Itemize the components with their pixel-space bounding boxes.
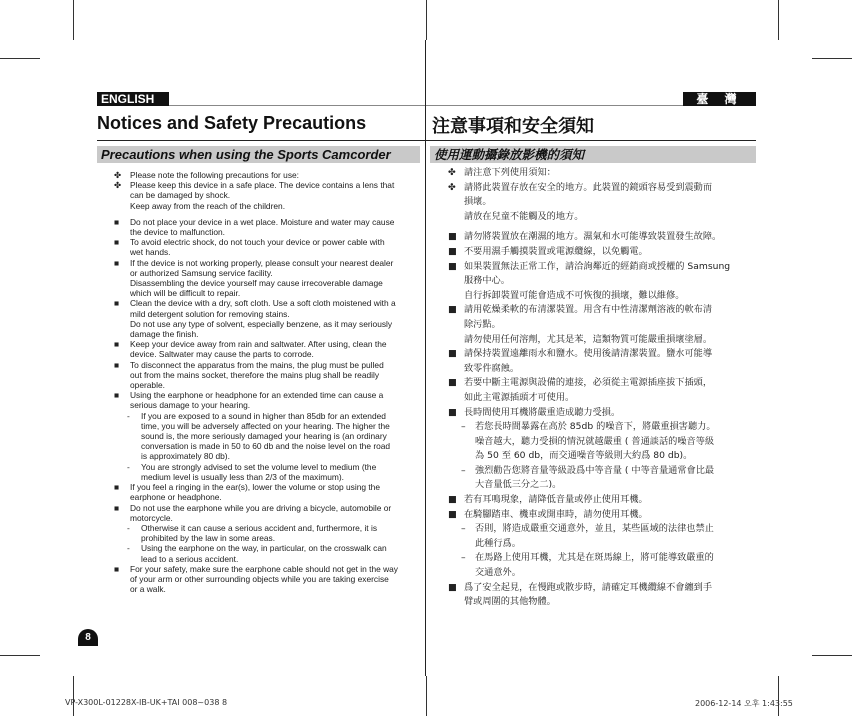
item-text: You are strongly advised to set the volume level to medium (the medium level is usually less than 2/3 of the maximum).	[141, 461, 377, 482]
item-text: 請將此裝置存放在安全的地方。此裝置的鏡頭容易受到震動而 損壞。 請放在兒童不能觸及的地方。	[464, 181, 713, 222]
crop-mark	[0, 655, 40, 656]
item-text: For your safety, make sure the earphone cable should not get in the way of your arm or other surrounding objects while you are taking exercise or a walk.	[130, 563, 398, 595]
item-text: 請用乾燥柔軟的布清潔裝置。用含有中性清潔劑溶液的軟布清 除污點。 請勿使用任何溶劑，尤其是苯，這類物質可能嚴重損壞塗層。	[464, 304, 713, 345]
list-item	[447, 406, 756, 421]
bullet-icon: -	[127, 461, 130, 472]
list-item	[447, 245, 756, 260]
crop-mark	[812, 655, 852, 656]
item-text: 若要中斷主電源與設備的連接，必須從主電源插座拔下插頭， 如此主電源插頭才可使用。	[464, 377, 713, 403]
item-text: Using the earphone or headphone for an extended time can cause a serious damage to your hearing.	[130, 390, 384, 411]
item-text: 請勿將裝置放在潮濕的地方。濕氣和水可能導致裝置發生故障。	[464, 231, 722, 243]
item-text: 在騎腳踏車、機車或開車時，請勿使用耳機。	[464, 508, 648, 520]
item-text: 請注意下列使用須知：	[464, 167, 556, 178]
sub-list-item	[447, 464, 756, 493]
print-footer-left: VP-X300L-01228X-IB-UK+TAI 008~038 8	[65, 698, 228, 707]
list-item	[113, 482, 419, 502]
list-item	[113, 298, 419, 339]
bullet-icon: –	[461, 421, 466, 433]
section-heading-chinese: 使用運動攝錄放影機的須知	[430, 146, 756, 163]
crop-mark	[0, 58, 40, 59]
header-rule	[169, 105, 683, 106]
sub-list-item	[447, 420, 756, 464]
bullet-icon: -	[127, 410, 130, 421]
bullet-icon: ■	[114, 390, 120, 401]
sub-list-item	[447, 522, 756, 551]
bullet-icon: -	[127, 543, 130, 554]
item-text: 爲了安全起見，在慢跑或散步時，請確定耳機纜線不會纏到手 臂或周圍的其他物體。	[464, 581, 713, 608]
bullet-icon: ■	[448, 377, 457, 389]
bullet-icon: ■	[448, 231, 457, 243]
bullet-icon: ✤	[114, 180, 122, 191]
item-text: Do not place your device in a wet place. Moisture and water may cause the device to malfunction.	[130, 216, 395, 238]
bullet-icon: ✤	[448, 167, 456, 178]
bullet-icon: ■	[114, 482, 120, 493]
list-item	[113, 180, 419, 211]
bullet-icon: –	[461, 464, 466, 476]
crop-mark	[426, 676, 427, 716]
list-item	[447, 303, 756, 347]
item-text: 強烈勸告您將音量等級設爲中等音量 ( 中等音量通常會比最 大音量低三分之二)。	[475, 464, 715, 491]
bullet-icon: -	[127, 522, 130, 533]
item-text: 長時間使用耳機將嚴重造成聽力受損。	[464, 406, 621, 418]
list-item	[113, 360, 419, 391]
bullet-icon: ■	[448, 508, 457, 520]
item-text: Please note the following precautions for use:	[130, 170, 300, 180]
list-item	[447, 181, 756, 225]
bullet-icon: –	[461, 552, 466, 564]
list-item	[447, 581, 756, 610]
bullet-icon: ■	[114, 563, 120, 574]
bullet-icon: ■	[114, 237, 120, 248]
bullet-icon: ✤	[448, 181, 456, 193]
list-item	[113, 564, 419, 595]
list-item	[447, 493, 756, 508]
chinese-precautions-list	[447, 166, 756, 610]
bullet-icon: ■	[114, 257, 120, 268]
item-text: Using the earphone on the way, in particular, on the crosswalk can lead to a serious accident.	[141, 543, 387, 564]
item-text: Otherwise it can cause a serious accident and, furthermore, it is prohibited by the law in some areas.	[141, 522, 378, 544]
item-text: If the device is not working properly, please consult your nearest dealer or authorized Samsung service facility. Disassembling the device yourself may cause irrecoverable damage which will be difficult to repair.	[130, 257, 394, 299]
section-heading-english: Precautions when using the Sports Camcorder	[97, 146, 420, 163]
list-item	[447, 376, 756, 405]
bullet-icon: ■	[114, 502, 120, 513]
sub-list-item	[113, 411, 419, 462]
item-text: To avoid electric shock, do not touch your device or power cable with wet hands.	[130, 237, 385, 258]
list-item	[113, 258, 419, 299]
list-item	[447, 230, 756, 245]
english-precautions-list	[113, 170, 419, 594]
item-text: 若您長時間暴露在高於 85db 的噪音下，將嚴重損害聽力。 噪音越大，聽力受損的情況就越嚴重 ( 普通談話的噪音等級 為 50 至 60 db，而交通噪音等級則大約爲 80 db)。	[475, 421, 716, 462]
page-title-english: Notices and Safety Precautions	[97, 113, 367, 133]
bullet-icon: ■	[114, 359, 120, 370]
item-text: 在馬路上使用耳機，尤其是在斑馬線上，將可能導致嚴重的 交通意外。	[475, 552, 714, 579]
item-text: Clean the device with a dry, soft cloth. Use a soft cloth moistened with a mild detergent solution for removing stains. Do not use any type of solvent, especially benzene, as it may seriously damage the finish.	[130, 298, 396, 340]
item-text: If you are exposed to a sound in higher than 85db for an extended time, you will be adversely affected on your hearing. The higher the sound is, the more seriously damaged your hearing is (an ordinary conversation is made in 50 to 60 db and the noise level on the road is approximately 80 db).	[141, 410, 391, 462]
page-number-badge: 8	[78, 629, 98, 646]
bullet-icon: ■	[448, 348, 457, 360]
bullet-icon: ■	[448, 260, 457, 272]
column-divider	[425, 40, 426, 676]
item-text: 請保持裝置遠離雨水和鹽水。使用後請清潔裝置。鹽水可能導 致零件腐蝕。	[464, 348, 713, 374]
item-text: Do not use the earphone while you are driving a bicycle, automobile or motorcycle.	[130, 502, 392, 523]
bullet-icon: –	[461, 523, 466, 535]
page-title-chinese: 注意事項和安全須知	[432, 116, 594, 137]
bullet-icon: ✤	[114, 170, 122, 180]
item-text: 若有耳鳴現象，請降低音量或停止使用耳機。	[464, 494, 648, 506]
sub-list-item	[113, 523, 419, 543]
list-item	[113, 339, 419, 359]
bullet-icon: ■	[448, 581, 457, 593]
language-tag-english: ENGLISH	[97, 92, 169, 106]
list-item	[113, 170, 419, 180]
list-item	[447, 166, 756, 181]
bullet-icon: ■	[448, 304, 457, 316]
bullet-icon: ■	[448, 406, 457, 418]
list-item	[447, 347, 756, 376]
item-text: Please keep this device in a safe place. The device contains a lens that can be damaged by shock. Keep away from the reach of the children.	[130, 180, 395, 211]
crop-mark	[73, 0, 74, 40]
list-item	[447, 260, 756, 304]
language-tag-taiwan: 臺 灣	[683, 92, 756, 106]
bullet-icon: ■	[448, 245, 457, 257]
crop-mark	[778, 0, 779, 40]
sub-list-item	[447, 551, 756, 580]
crop-mark	[778, 676, 779, 716]
crop-mark	[426, 0, 427, 40]
print-footer-right: 2006-12-14 오후 1:43:55	[695, 699, 793, 708]
list-item	[113, 503, 419, 523]
crop-mark	[73, 676, 74, 716]
sub-list-item	[113, 462, 419, 482]
list-item	[113, 217, 419, 237]
title-underline	[97, 140, 756, 141]
item-text: 不要用濕手觸摸裝置或電源纜線，以免觸電。	[464, 245, 648, 257]
item-text: To disconnect the apparatus from the mains, the plug must be pulled out from the mains socket, therefore the mains plug shall be readily operable.	[130, 359, 384, 391]
item-text: If you feel a ringing in the ear(s), lower the volume or stop using the earphone or headphone.	[130, 482, 380, 503]
bullet-icon: ■	[448, 494, 457, 506]
list-item	[447, 508, 756, 523]
item-text: 否則，將造成嚴重交通意外，並且，某些區域的法律也禁止 此種行爲。	[475, 523, 714, 549]
item-text: Keep your device away from rain and saltwater. After using, clean the device. Saltwater may cause the parts to corrode.	[130, 339, 387, 360]
list-item	[113, 390, 419, 410]
list-item	[113, 237, 419, 257]
bullet-icon: ■	[114, 298, 120, 309]
sub-list-item	[113, 543, 419, 563]
bullet-icon: ■	[114, 339, 120, 350]
crop-mark	[812, 58, 852, 59]
item-text: 如果裝置無法正常工作，請洽詢鄰近的經銷商或授權的 Samsung 服務中心。 自行拆卸裝置可能會造成不可恢復的損壞，難以維修。	[464, 260, 731, 301]
bullet-icon: ■	[114, 216, 120, 227]
